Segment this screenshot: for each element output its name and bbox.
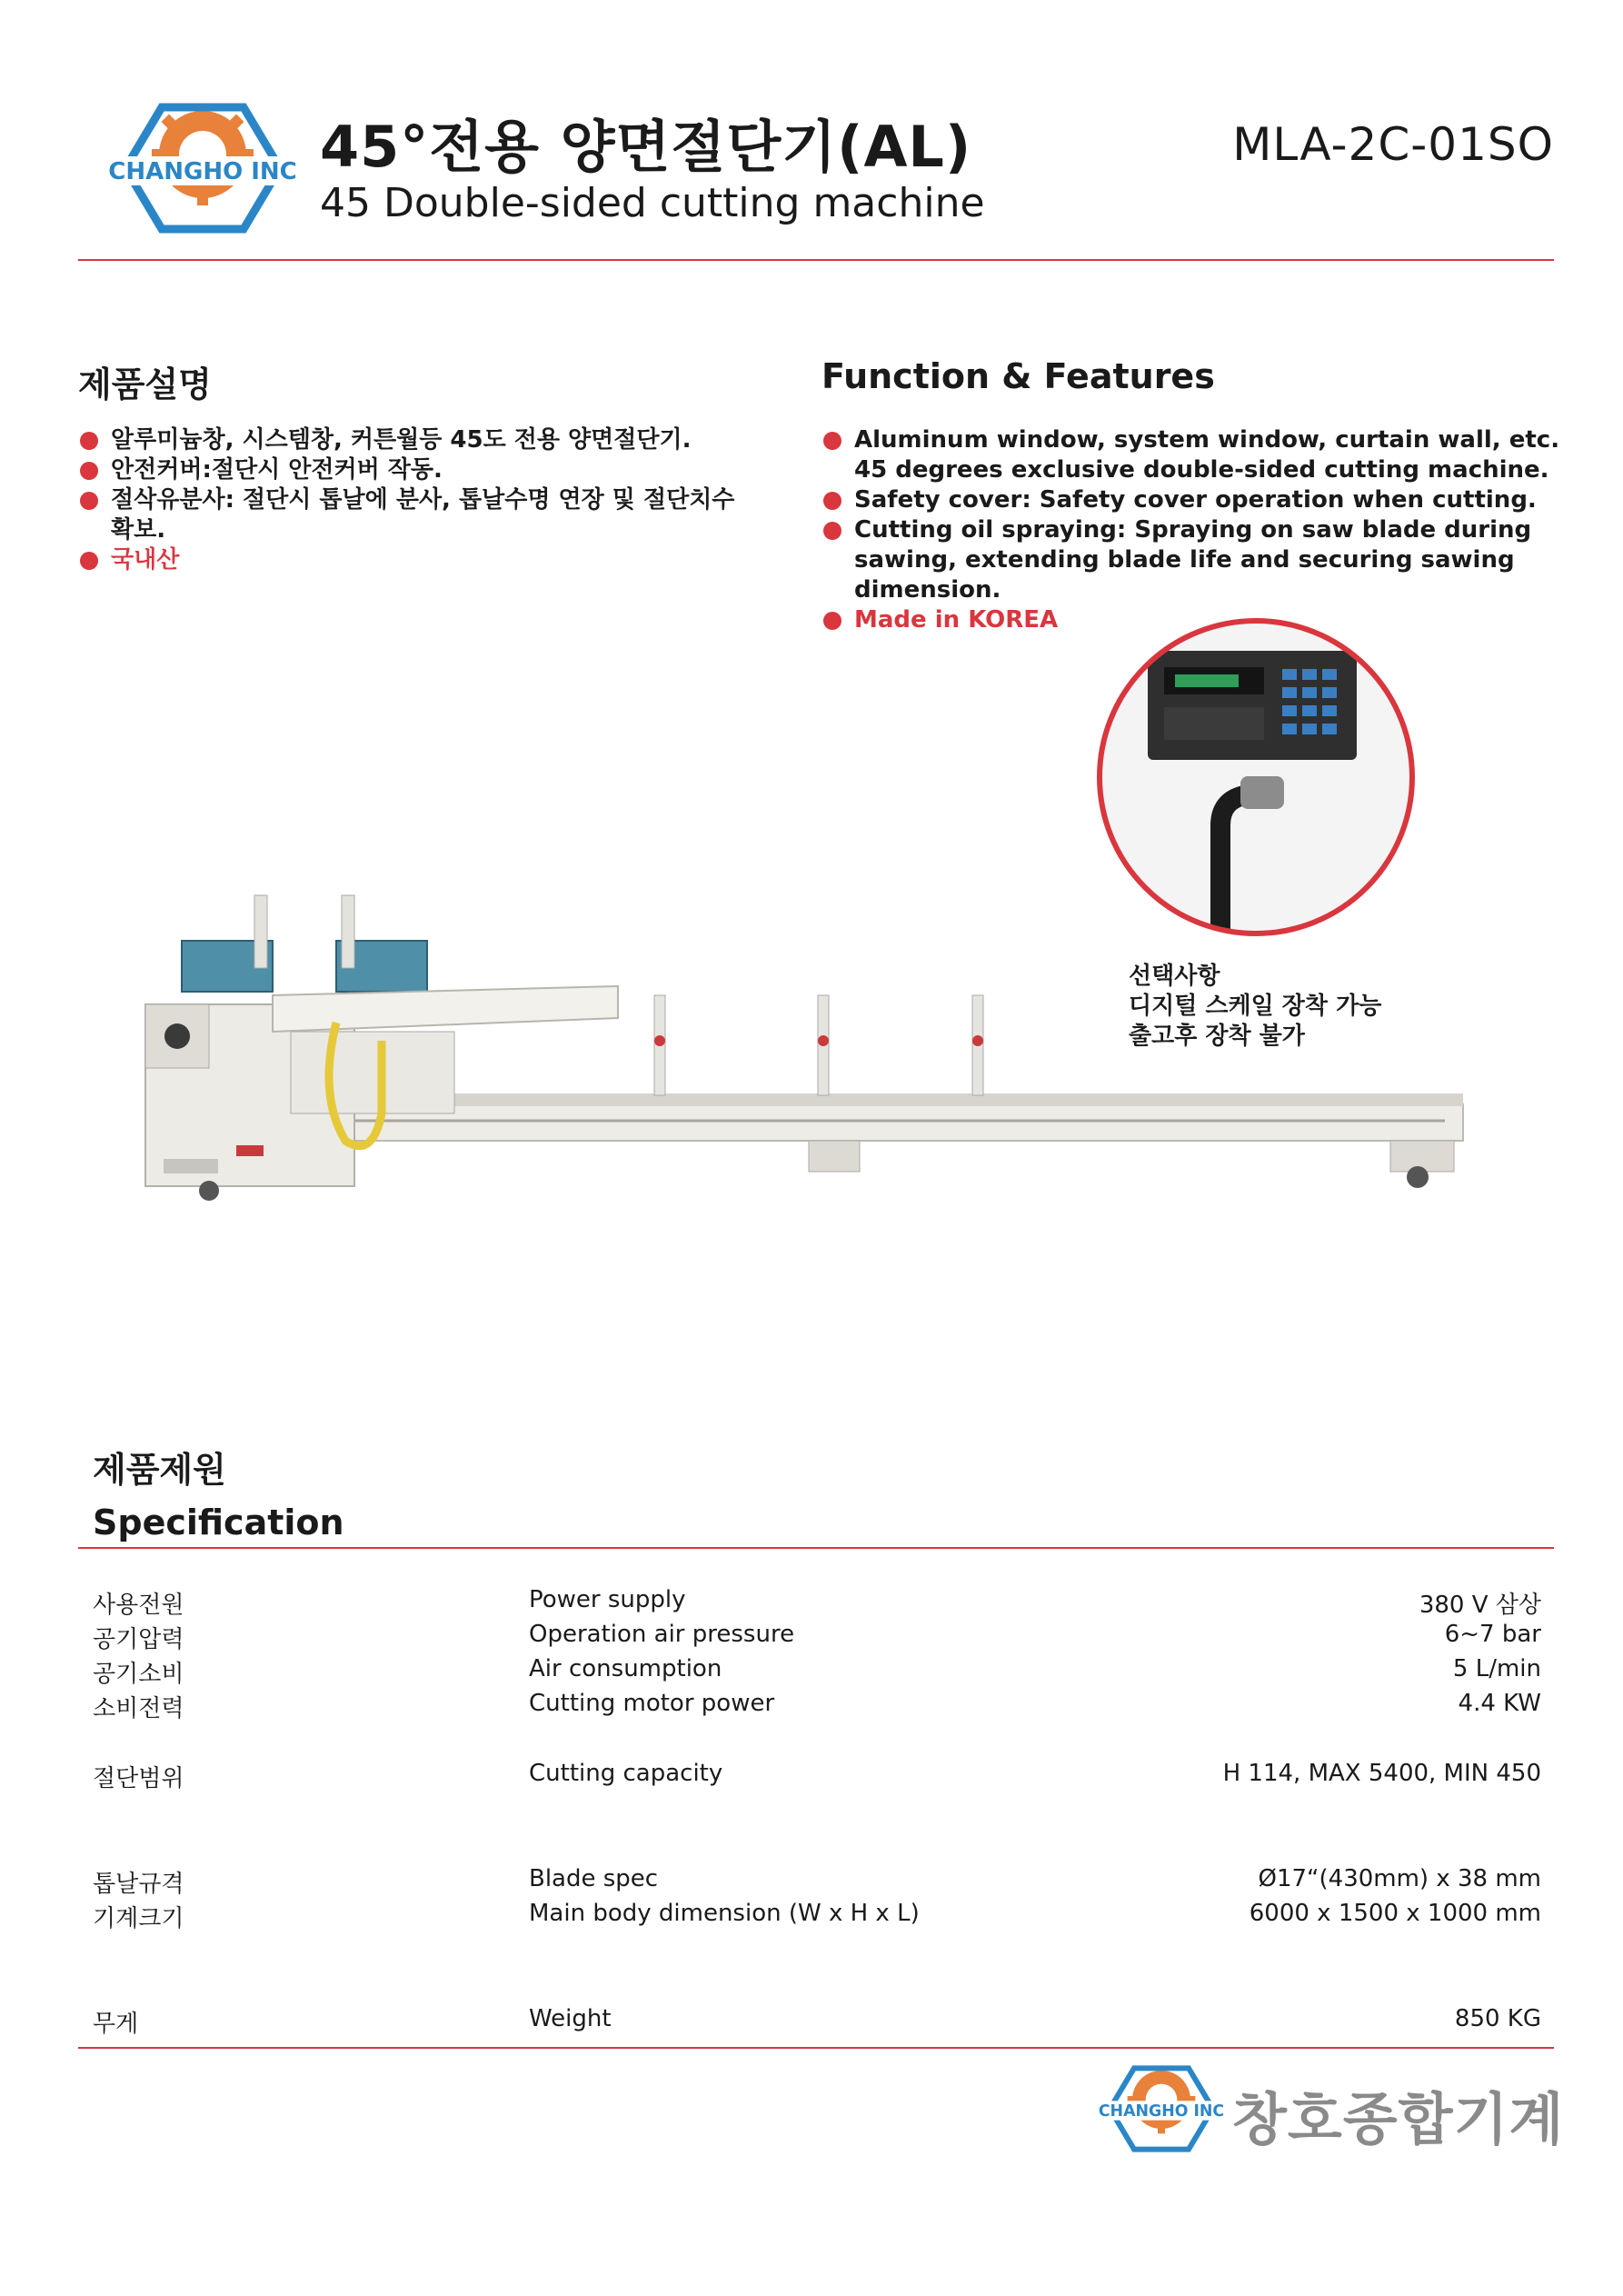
list-item: 국내산: [78, 545, 751, 575]
spec-label-kr: 사용전원: [93, 1592, 184, 1619]
spec-row: [93, 1690, 1541, 1724]
logo-text: CHANGHO INC: [1098, 2102, 1225, 2121]
list-item: Safety cover: Safety cover operation when cutting.: [821, 485, 1585, 515]
logo-text: CHANGHO INC: [108, 158, 297, 185]
gear-icon: [1128, 2066, 1196, 2134]
list-item: 안전커버:절단시 안전커버 작동.: [78, 455, 751, 485]
spec-value: H 114, MAX 5400, MIN 450: [1222, 1760, 1541, 1787]
spec-row: [93, 1621, 1541, 1655]
changho-logo: [107, 100, 298, 236]
spec-label-kr: 무게: [93, 2011, 139, 2038]
spec-label-en: Cutting capacity: [529, 1760, 723, 1787]
spec-label-kr: 소비전력: [93, 1695, 184, 1722]
features-kr-list: [78, 425, 751, 575]
spec-label-kr: 톱날규격: [93, 1871, 184, 1898]
spec-label-en: Cutting motor power: [529, 1690, 775, 1717]
spec-value: 4.4 KW: [1458, 1690, 1541, 1717]
features-en-heading: Function & Features: [821, 356, 1215, 396]
spec-value: 850 KG: [1454, 2005, 1541, 2032]
spec-label-en: Air consumption: [529, 1655, 722, 1682]
list-item: Aluminum window, system window, curtain wall, etc. 45 degrees exclusive double-sided cutting machine.: [821, 425, 1585, 485]
spec-row: [93, 1760, 1541, 1794]
spec-label-en: Operation air pressure: [529, 1621, 795, 1648]
spec-label-en: Power supply: [529, 1586, 686, 1613]
list-item: 알루미늄창, 시스템창, 커튼월등 45도 전용 양면절단기.: [78, 425, 751, 455]
spec-row: [93, 2005, 1541, 2040]
spec-label-kr: 공기소비: [93, 1661, 184, 1688]
spec-divider-bottom: [78, 2047, 1554, 2049]
features-en-list: [821, 425, 1585, 635]
spec-value: 380 V 삼상: [1419, 1592, 1541, 1619]
spec-title-en: Specification: [93, 1502, 344, 1542]
spec-label-en: Blade spec: [529, 1865, 659, 1892]
option-line: 디지털 스케일 장착 가능: [1129, 993, 1382, 1020]
title-english: 45 Double-sided cutting machine: [320, 180, 985, 226]
list-item: Cutting oil spraying: Spraying on saw blade during sawing, extending blade life and securing sawing dimension.: [821, 515, 1585, 605]
spec-label-en: Weight: [529, 2005, 612, 2032]
title-korean: 45°전용 양면절단기(AL): [320, 114, 972, 180]
spec-row: [93, 1655, 1541, 1690]
machine-photo: [109, 886, 1472, 1213]
spec-value: Ø17“(430mm) x 38 mm: [1258, 1865, 1541, 1892]
spec-value: 5 L/min: [1452, 1655, 1541, 1682]
gear-icon: [152, 104, 254, 205]
option-line: 선택사항: [1129, 963, 1220, 990]
company-name: 창호종합기계: [1232, 2086, 1565, 2152]
spec-label-en: Main body dimension (W x H x L): [529, 1900, 920, 1927]
spec-label-kr: 공기압력: [93, 1626, 184, 1653]
spec-row: [93, 1865, 1541, 1900]
spec-title: [93, 1443, 344, 1549]
spec-row: [93, 1586, 1541, 1621]
spec-row: [93, 1900, 1541, 1934]
header-divider: [78, 259, 1554, 261]
features-kr-heading: 제품설명: [78, 364, 212, 404]
list-item: Made in KOREA: [821, 605, 1585, 635]
spec-label-kr: 절단범위: [93, 1765, 184, 1792]
spec-label-kr: 기계크기: [93, 1905, 184, 1932]
spec-title-kr: 제품제원: [93, 1450, 226, 1490]
option-line: 출고후 장착 불가: [1129, 1023, 1305, 1050]
spec-value: 6~7 bar: [1444, 1621, 1541, 1648]
spec-value: 6000 x 1500 x 1000 mm: [1249, 1900, 1541, 1927]
changho-footer-logo: [1098, 2063, 1225, 2154]
model-number: MLA-2C-01SO: [1232, 118, 1554, 171]
list-item: 절삭유분사: 절단시 톱날에 분사, 톱날수명 연장 및 절단치수 확보.: [78, 485, 751, 545]
spec-divider-top: [78, 1547, 1554, 1549]
